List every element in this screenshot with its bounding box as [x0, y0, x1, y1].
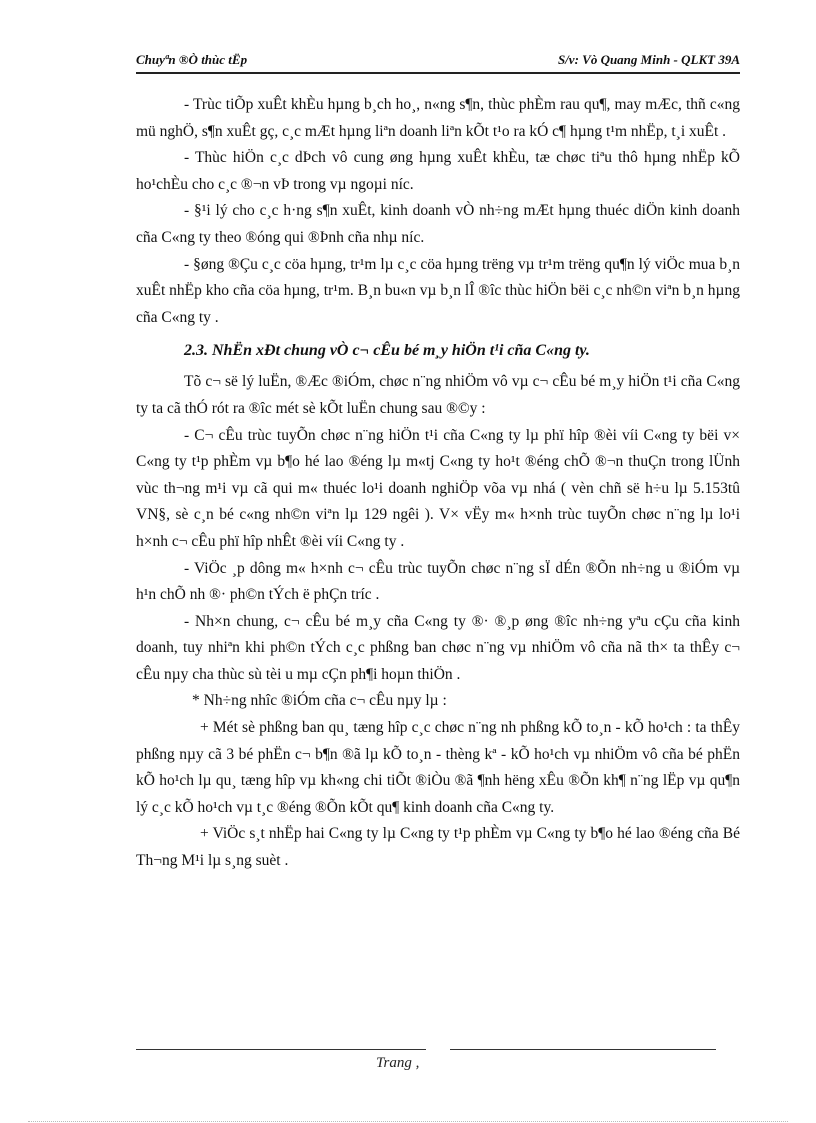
footer-rule-right: [450, 1049, 716, 1050]
page-bottom-border: [28, 1121, 788, 1122]
paragraph: - §øng ®Çu c¸c cöa hµng, tr¹m lµ c¸c cöa hµng trëng vµ tr¹m trëng qu¶n lý viÖc mua b¸n xuÊt nhËp kho cña cöa hµng, tr¹m. B¸n bu«n vµ b¸n lÎ ®îc thùc hiÖn bëi c¸c nh©n viªn b¸n hµng cña C«ng ty .: [136, 255, 740, 326]
footer-label: Trang: [376, 1055, 412, 1071]
paragraph: - C¬ cÊu trùc tuyÕn chøc n¨ng hiÖn t¹i cña C«ng ty lµ phï hîp ®èi víi C«ng ty bëi v× C«ng ty t¹p phÈm vµ b¶o hé lao ®éng lµ m«tj C«ng ty ho¹t ®éng chÕ ®¬n thuÇn trong lÜnh vùc th¬ng m¹i vµ cã qui m« thuéc lo¹i doanh nghiÖp võa vµ nhá ( vèn chñ së h÷u lµ 5.153tû VN§, sè c¸n bé c«ng nh©n viªn lµ 129 ngêi ). V× vËy m« h×nh trùc tuyÕn chøc n¨ng lµ lo¹i h×nh c¬ cÊu phï hîp nhÊt ®èi víi C«ng ty .: [136, 426, 740, 550]
section-title: 2.3. NhËn xÐt chung vÒ c¬ cÊu bé m¸y hiÖn t¹i cña C«ng ty.: [184, 342, 590, 360]
bullet-heading: * Nh÷ng nhîc ®iÓm cña c¬ cÊu nµy lµ :: [192, 692, 447, 710]
header-right-author: S/v: Vò Quang Minh - QLKT 39A: [557, 52, 740, 67]
document-body: [136, 92, 740, 875]
plus-item: + ViÖc s¸t nhËp hai C«ng ty lµ C«ng ty t¹p phÈm vµ C«ng ty b¶o hé lao ®éng cña Bé Th¬ng M¹i lµ s¸ng suèt .: [136, 825, 740, 870]
footer-rule-left: [136, 1049, 426, 1050]
page-footer: [376, 1055, 419, 1072]
paragraph: - §¹i lý cho c¸c h·ng s¶n xuÊt, kinh doanh vÒ nh÷ng mÆt hµng thuéc diÖn kinh doanh cña C«ng ty theo ®óng qui ®Þnh cña nhµ níc.: [136, 202, 740, 246]
header-left-title: Chuyªn ®Ò thùc tËp: [136, 52, 248, 67]
paragraph: - Nh×n chung, c¬ cÊu bé m¸y cña C«ng ty ®· ®¸p øng ®îc nh÷ng yªu cÇu cña kinh doanh, tuy nhiªn khi ph©n tÝch c¸c phßng ban chøc n¨ng vµ nhiÖm vô cña nã th× ta thÊy c¬ cÊu nµy cha thùc sù tèi u mµ cÇn ph¶i hoµn thiÖn .: [136, 612, 740, 683]
paragraph: - Thùc hiÖn c¸c dÞch vô cung øng hµng xuÊt khÈu, tæ chøc tiªu thô hµng nhËp kÕ ho¹chÈu cho c¸c ®¬n vÞ trong vµ ngoµi níc.: [136, 149, 740, 193]
page-header: [136, 50, 740, 74]
paragraph: - ViÖc ¸p dông m« h×nh c¬ cÊu trùc tuyÕn chøc n¨ng sÏ dÉn ®Õn nh÷ng u ®iÓm vµ h¹n chÕ nh ®· ph©n tÝch ë phÇn tríc .: [136, 559, 740, 604]
paragraph: Tõ c¬ së lý luËn, ®Æc ®iÓm, chøc n¨ng nhiÖm vô vµ c¬ cÊu bé m¸y hiÖn t¹i cña C«ng ty ta cã thÓ rót ra ®îc mét sè kÕt luËn chung sau ®©y :: [136, 373, 740, 417]
paragraph: - Trùc tiÕp xuÊt khÈu hµng b¸ch ho¸, n«ng s¶n, thùc phÈm rau qu¶, may mÆc, thñ c«ng mü nghÖ, s¶n xuÊt gç, c¸c mÆt hµng liªn doanh liªn kÕt t¹o ra kÓ c¶ hµng t¹m nhËp, t¸i xuÊt .: [136, 96, 740, 140]
footer-page-number: ,: [415, 1055, 420, 1071]
plus-item: + Mét sè phßng ban qu¸ tæng hîp c¸c chøc n¨ng nh phßng kÕ to¸n - kÕ ho¹ch : ta thÊy phßng nµy cã 3 bé phËn c¬ b¶n ®ã lµ kÕ to¸n - thèng kª - kÕ ho¹ch vµ nhiÖm vô cña bé phËn kÕ ho¹ch lµ qu¸ tæng hîp vµ kh«ng chi tiÕt ®iÒu ®ã ¶nh hëng xÊu ®Õn kh¶ n¨ng lËp vµ qu¶n lý c¸c kÕ ho¹ch vµ t¸c ®éng ®Õn kÕt qu¶ kinh doanh cña C«ng ty.: [136, 719, 740, 816]
